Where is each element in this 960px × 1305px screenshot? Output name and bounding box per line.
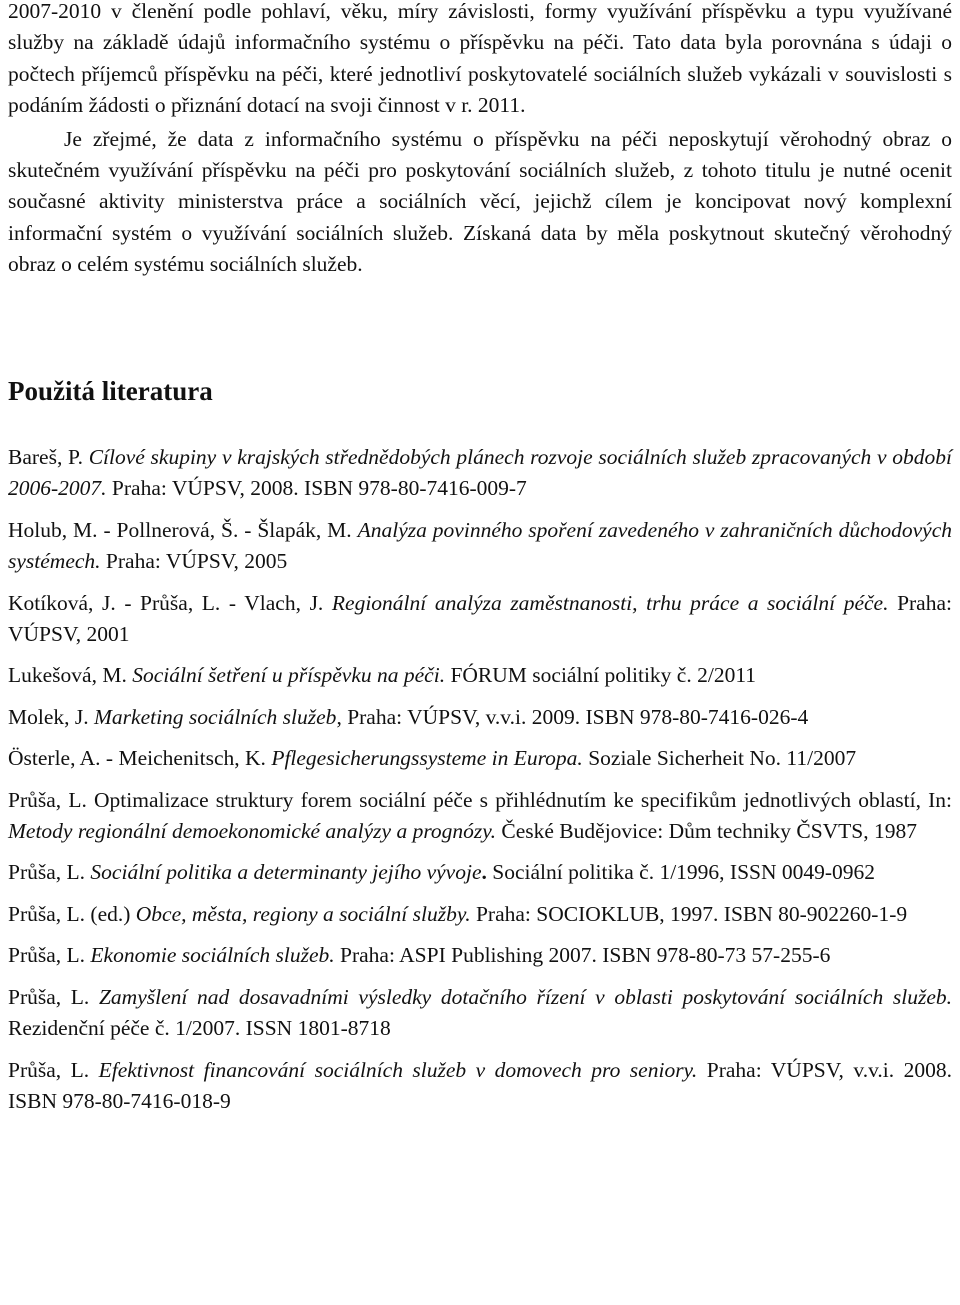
reference-title: Sociální šetření u příspěvku na péči.	[132, 663, 446, 688]
reference-item	[8, 899, 952, 930]
reference-author: Holub, M. - Pollnerová, Š. - Šlapák, M.	[8, 517, 352, 542]
reference-title: Metody regionální demoekonomické analýzy a prognózy.	[8, 819, 497, 844]
reference-publication: Praha: VÚPSV, 2001	[8, 590, 952, 647]
reference-title: Zamyšlení nad dosavadními výsledky dotačního řízení v oblasti poskytování sociálních služeb.	[98, 984, 952, 1009]
reference-title: Ekonomie sociálních služeb.	[90, 943, 335, 968]
reference-publication: Praha: VÚPSV, 2008. ISBN 978-80-7416-009-7	[111, 476, 527, 501]
reference-publication: Praha: SOCIOKLUB, 1997. ISBN 80-902260-1-9	[475, 901, 908, 926]
section-heading: Použitá literatura	[8, 376, 213, 406]
reference-item	[8, 785, 952, 848]
reference-title: Efektivnost financování sociálních služeb v domovech pro seniory.	[98, 1057, 698, 1082]
reference-item	[8, 857, 952, 888]
reference-list	[8, 442, 952, 1117]
reference-publication: Praha: VÚPSV, v.v.i. 2008. ISBN 978-80-7416-018-9	[8, 1057, 952, 1113]
reference-title: Analýza povinného spoření zavedeného v zahraničních důchodových systémech.	[8, 517, 953, 574]
reference-item	[8, 940, 952, 971]
reference-author: Průša, L.	[8, 787, 87, 812]
reference-author: Molek, J.	[8, 704, 89, 729]
reference-author: Průša, L.	[8, 860, 86, 885]
body-paragraph-1: 2007-2010 v členění podle pohlaví, věku, míry závislosti, formy využívání příspěvku a typu využívané služby na základě údajů informačního systému o příspěvku na péči. Tato data byla porovnána s údaji o počtech příjemců příspěvku na péči, které jednotliví poskytovatelé sociálních služeb vykázali v souvislosti s podáním žádosti o přiznání dotací na svoji činnost v r. 2011.	[8, 0, 952, 118]
reference-author: Průša, L.	[8, 1057, 90, 1082]
reference-author: Lukešová, M.	[8, 663, 127, 688]
reference-item	[8, 515, 952, 578]
reference-item	[8, 1055, 952, 1118]
reference-title: Obce, města, regiony a sociální služby.	[135, 901, 471, 926]
reference-bold-mark: .	[481, 860, 487, 885]
reference-item	[8, 743, 952, 774]
reference-item	[8, 982, 952, 1045]
reference-author: Průša, L. (ed.)	[8, 901, 131, 926]
reference-title: Sociální politika a determinanty jejího vývoje	[90, 860, 482, 885]
reference-title: Cílové skupiny v krajských střednědobých plánech rozvoje sociálních služeb zpracovaných v období 2006-2007.	[8, 445, 953, 501]
reference-title: Regionální analýza zaměstnanosti, trhu práce a sociální péče.	[331, 590, 889, 615]
reference-publication: Soziale Sicherheit No. 11/2007	[588, 746, 857, 771]
reference-author: Österle, A. - Meichenitsch, K.	[8, 746, 266, 771]
reference-publication: Praha: ASPI Publishing 2007. ISBN 978-80-73 57-255-6	[340, 943, 831, 968]
reference-publication: FÓRUM sociální politiky č. 2/2011	[450, 663, 757, 688]
reference-publication: Sociální politika č. 1/1996, ISSN 0049-0962	[492, 860, 876, 885]
reference-pretitle: Optimalizace struktury forem sociální péče s přihlédnutím ke specifikům jednotlivých oblastí, In:	[94, 787, 952, 812]
reference-title: Pflegesicherungssysteme in Europa.	[271, 746, 583, 771]
reference-item	[8, 660, 952, 691]
reference-publication: Praha: VÚPSV, 2005	[105, 549, 288, 574]
body-paragraph-2: Je zřejmé, že data z informačního systému o příspěvku na péči neposkytují věrohodný obraz o skutečném využívání příspěvku na péči pro poskytování sociálních služeb, z tohoto titulu je nutné ocenit současné aktivity ministerstva práce a sociálních věcí, jejichž cílem je koncipovat nový komplexní informační systém o využívání sociálních služeb. Získaná data by měla poskytnout skutečný věrohodný obraz o celém systému sociálních služeb.	[8, 126, 952, 277]
reference-publication: Rezidenční péče č. 1/2007. ISSN 1801-8718	[8, 1016, 391, 1041]
reference-item	[8, 702, 952, 733]
reference-author: Bareš, P.	[8, 445, 83, 469]
reference-publication: České Budějovice: Dům techniky ČSVTS, 1987	[501, 819, 918, 844]
reference-item	[8, 588, 952, 651]
reference-author: Průša, L.	[8, 943, 86, 968]
reference-author: Kotíková, J. - Průša, L. - Vlach, J.	[8, 590, 324, 615]
reference-item	[8, 442, 952, 505]
reference-title: Marketing sociálních služeb	[94, 704, 337, 729]
reference-publication: , Praha: VÚPSV, v.v.i. 2009. ISBN 978-80-7416-026-4	[336, 704, 809, 729]
reference-author: Průša, L.	[8, 984, 90, 1009]
